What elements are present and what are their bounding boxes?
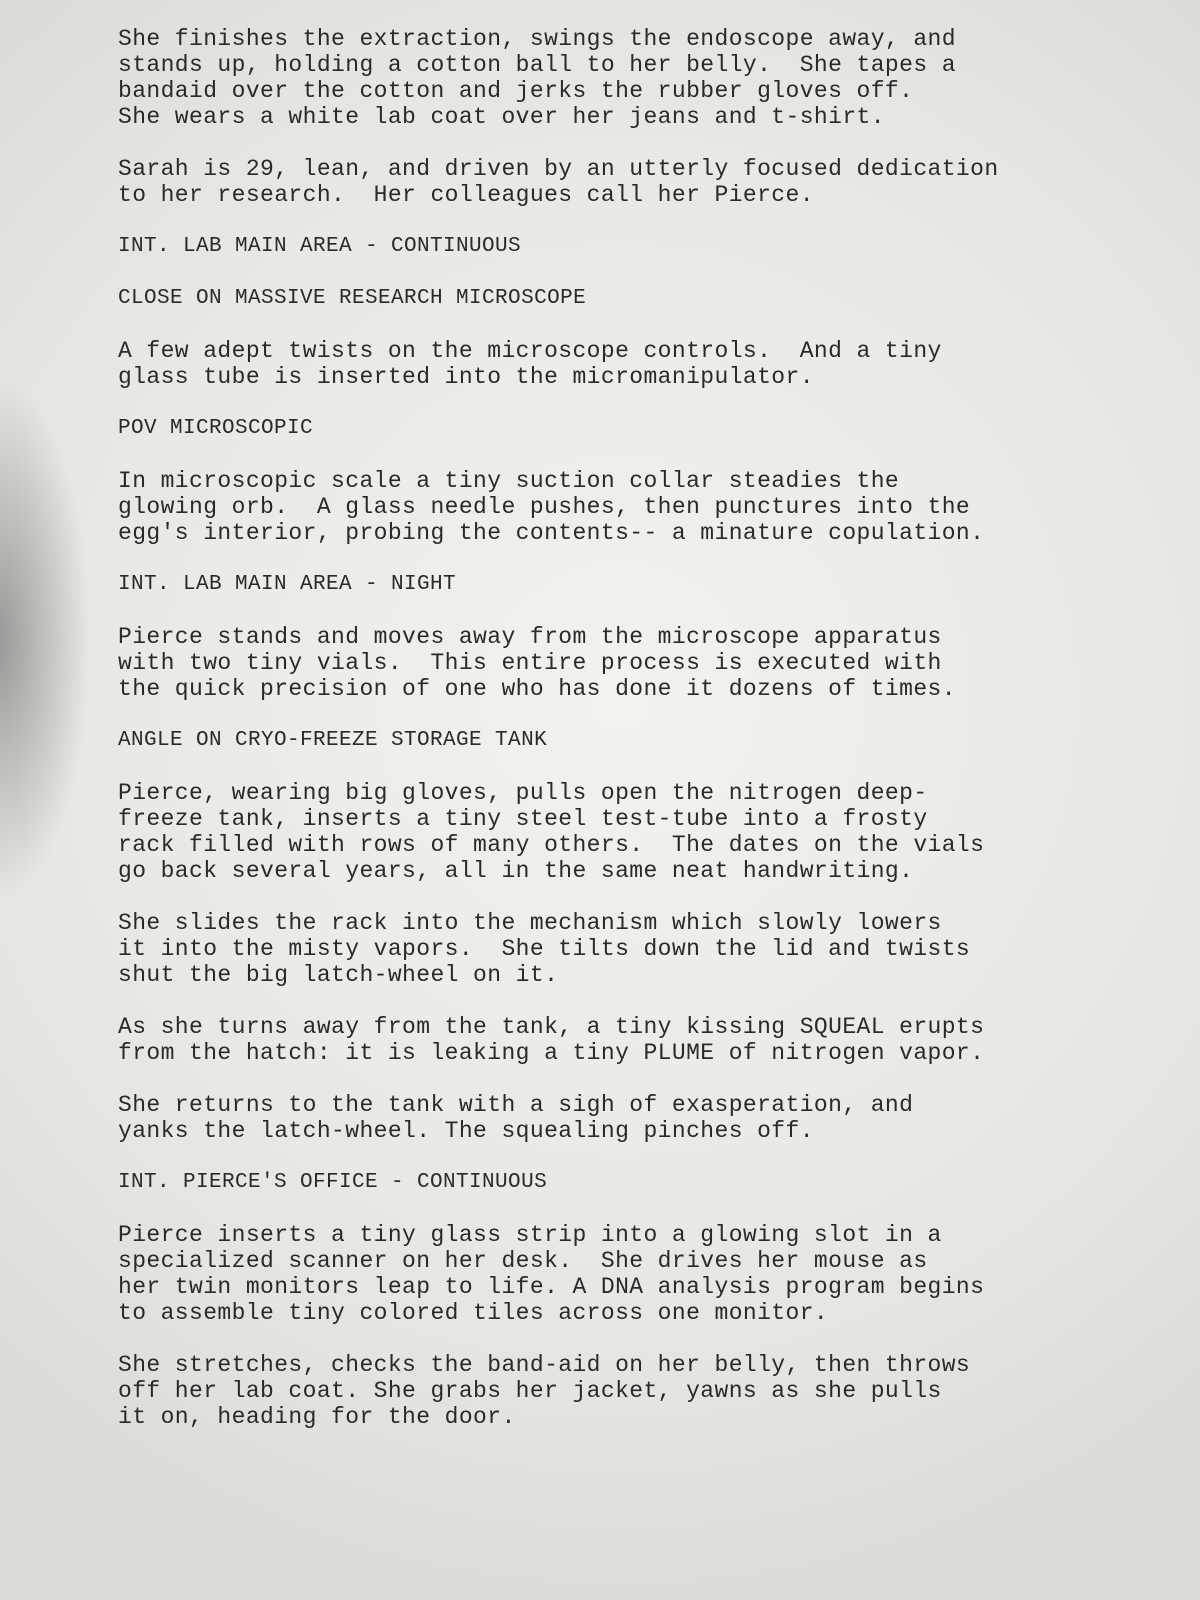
scene-heading: INT. PIERCE'S OFFICE - CONTINUOUS <box>118 1171 548 1194</box>
action-paragraph: In microscopic scale a tiny suction collar steadies the glowing orb. A glass needle pushes, then punctures into the egg's interior, probing the contents-- a minature copulation. <box>118 468 985 546</box>
shot-heading: CLOSE ON MASSIVE RESEARCH MICROSCOPE <box>118 287 587 310</box>
scene-heading: INT. LAB MAIN AREA - NIGHT <box>118 573 457 596</box>
action-paragraph: Pierce, wearing big gloves, pulls open the nitrogen deep- freeze tank, inserts a tiny steel test-tube into a frosty rack filled with rows of many others. The dates on the vials go back several years, all in the same neat handwriting. <box>118 780 985 884</box>
scene-heading: INT. LAB MAIN AREA - CONTINUOUS <box>118 235 522 258</box>
action-paragraph: Pierce stands and moves away from the microscope apparatus with two tiny vials. This entire process is executed with the quick precision of one who has done it dozens of times. <box>118 624 956 702</box>
shot-heading: POV MICROSCOPIC <box>118 417 314 440</box>
action-paragraph: She returns to the tank with a sigh of exasperation, and yanks the latch-wheel. The squealing pinches off. <box>118 1092 914 1144</box>
action-paragraph: As she turns away from the tank, a tiny kissing SQUEAL erupts from the hatch: it is leaking a tiny PLUME of nitrogen vapor. <box>118 1014 985 1066</box>
action-paragraph: Pierce inserts a tiny glass strip into a glowing slot in a specialized scanner on her desk. She drives her mouse as her twin monitors leap to life. A DNA analysis program begins to assemble tiny colored tiles across one monitor. <box>118 1222 985 1326</box>
action-paragraph: She slides the rack into the mechanism which slowly lowers it into the misty vapors. She tilts down the lid and twists shut the big latch-wheel on it. <box>118 910 971 988</box>
action-paragraph: A few adept twists on the microscope controls. And a tiny glass tube is inserted into the micromanipulator. <box>118 338 942 390</box>
action-paragraph: Sarah is 29, lean, and driven by an utterly focused dedication to her research. Her colleagues call her Pierce. <box>118 156 999 208</box>
shot-heading: ANGLE ON CRYO-FREEZE STORAGE TANK <box>118 729 548 752</box>
screenplay-text <box>118 26 1118 1456</box>
action-paragraph: She finishes the extraction, swings the endoscope away, and stands up, holding a cotton ball to her belly. She tapes a bandaid over the cotton and jerks the rubber gloves off. She wears a white lab coat over her jeans and t-shirt. <box>118 26 956 130</box>
action-paragraph: She stretches, checks the band-aid on her belly, then throws off her lab coat. She grabs her jacket, yawns as she pulls it on, heading for the door. <box>118 1352 971 1430</box>
